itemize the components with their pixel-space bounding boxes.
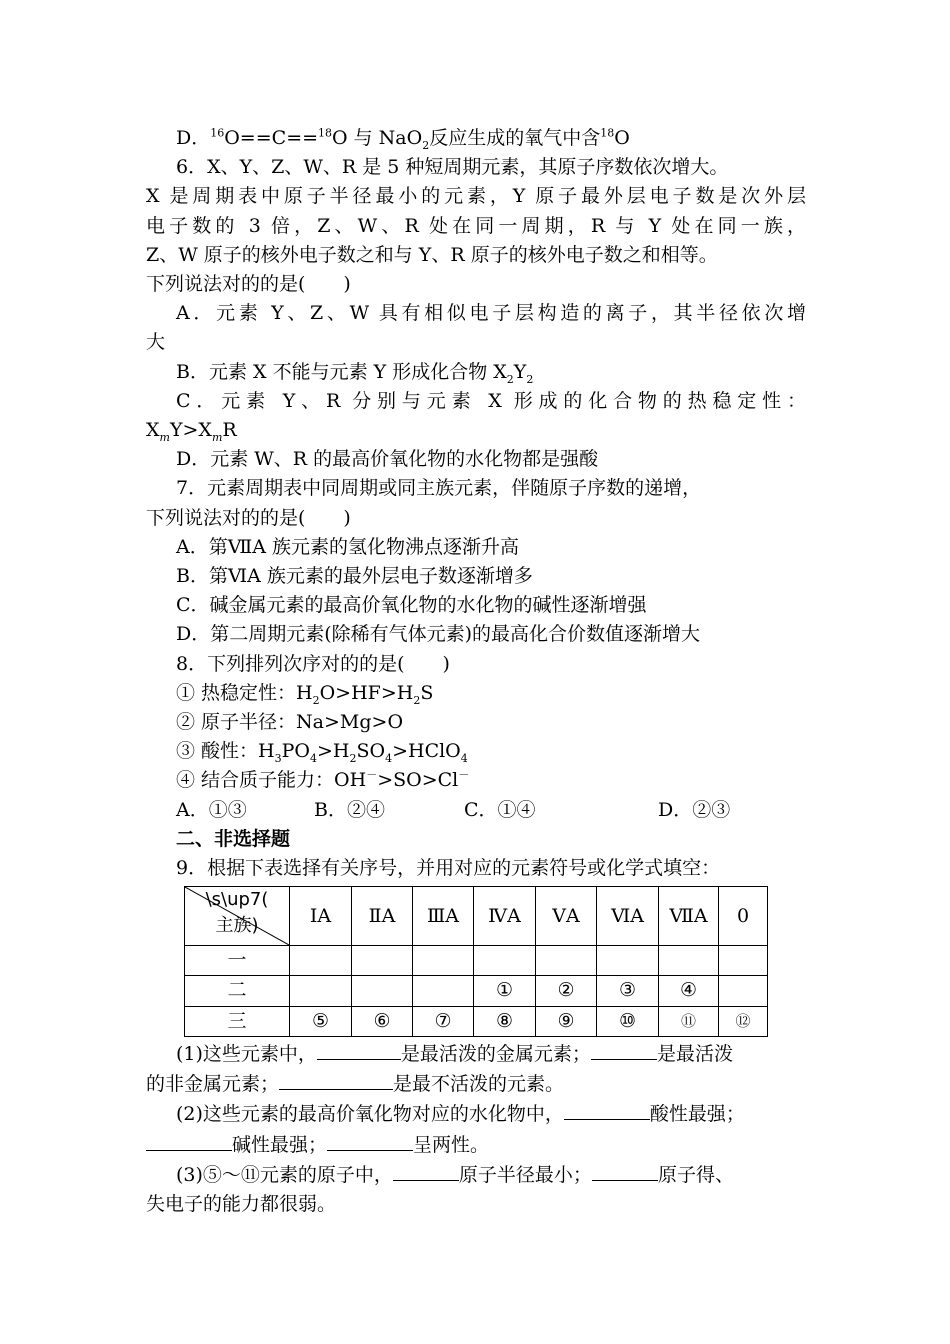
table-cell (352, 976, 413, 1006)
subscript: 3 (274, 752, 282, 766)
q8-option-a: A．①③ (176, 798, 247, 821)
text: B．元素 X 不能与元素 Y 形成化合物 X (176, 360, 507, 383)
subscript: 2 (312, 693, 320, 707)
q5-option-d (146, 124, 806, 153)
periodic-table (184, 886, 768, 1037)
text: O 与 NaO (332, 127, 423, 149)
header-cell: 0 (719, 887, 768, 946)
table-cell: ⑥ (352, 1006, 413, 1036)
table-cell: ⑨ (536, 1006, 597, 1036)
superscript: 16 (210, 126, 225, 140)
superscript: 18 (318, 126, 333, 140)
text: O (614, 127, 630, 149)
answer-blank[interactable] (591, 1039, 657, 1060)
table-cell (536, 946, 597, 976)
table-cell: ① (474, 976, 536, 1006)
table-cell: ③ (597, 976, 659, 1006)
q9-part-2-line-2 (146, 1130, 806, 1160)
corner-label (185, 887, 289, 945)
table-cell: ⑩ (597, 1006, 659, 1036)
q8-item-2: ② 原子半径：Na>Mg>O (176, 711, 404, 734)
superscript: － (458, 769, 470, 783)
q6-option-b (146, 358, 806, 387)
table-row (185, 1006, 768, 1036)
q7-stem-line-1: 7．元素周期表中同周期或同主族元素，伴随原子序数的递增， (176, 477, 702, 500)
text: 碱性最强； (232, 1133, 328, 1156)
subscript: m (159, 430, 170, 444)
table-cell (290, 976, 352, 1006)
text: >HClO (392, 740, 461, 763)
text: Y (513, 360, 527, 383)
q8-options (146, 796, 806, 825)
q9-part-1-line-1 (146, 1039, 806, 1069)
header-cell: ⅥA (597, 887, 659, 946)
q6-option-d: D．元素 W、R 的最高价氧化物的水化物都是强酸 (176, 448, 599, 471)
q7-option-c: C．碱金属元素的最高价氧化物的水化物的碱性逐渐增强 (176, 594, 647, 617)
table-cell: ⑪ (659, 1006, 719, 1036)
section-heading: 二、非选择题 (176, 827, 291, 850)
subscript: 4 (309, 752, 317, 766)
q9-part-3-line-2: 失电子的能力都很弱。 (146, 1192, 337, 1215)
q6-option-a-line-1: A．元素 Y、Z、W 具有相似电子层构造的离子，其半径依次增 (176, 302, 806, 325)
text: O==C== (224, 127, 319, 149)
subscript: 4 (460, 752, 468, 766)
q6-option-c-line-2 (146, 416, 806, 445)
q9-part-2-line-1 (146, 1099, 806, 1129)
text: D． (176, 127, 211, 149)
q8-option-b: B．②④ (314, 798, 385, 821)
text: >H (316, 740, 350, 763)
text: (2)这些元素的最高价氧化物对应的水化物中， (176, 1103, 564, 1126)
text: ① 热稳定性：H (176, 681, 313, 704)
q8-option-c: C．①④ (464, 798, 536, 821)
q6-stem-line-5: 下列说法对的的是( ) (146, 273, 351, 296)
corner-label-line-2: 主族) (215, 915, 259, 937)
q8-option-d: D．②③ (658, 798, 731, 821)
q8-item-3 (146, 737, 806, 766)
header-cell: ⅤA (536, 887, 597, 946)
header-cell: ⅢA (413, 887, 474, 946)
answer-blank[interactable] (393, 1160, 459, 1181)
q6-stem-line-1: 6．X、Y、Z、W、R 是 5 种短周期元素，其原子序数依次增大。 (176, 156, 729, 179)
text: PO (281, 740, 310, 763)
text: 的非金属元素； (146, 1073, 280, 1096)
table-corner-cell (185, 887, 290, 946)
header-cell: ⅠA (290, 887, 352, 946)
q6-stem-line-4: Z、W 原子的核外电子数之和与 Y、R 原子的核外电子数之和相等。 (146, 243, 718, 266)
q7-option-d: D．第二周期元素(除稀有气体元素)的最高化合价数值逐渐增大 (176, 623, 701, 646)
table-cell: ⑦ (413, 1006, 474, 1036)
q9-part-3-line-1 (146, 1160, 806, 1190)
table-cell (352, 946, 413, 976)
table-header-row (185, 887, 768, 946)
table-row (185, 976, 768, 1006)
table-cell (597, 946, 659, 976)
subscript: 2 (526, 372, 534, 386)
table-cell: ⑤ (290, 1006, 352, 1036)
q6-stem-line-2: X 是周期表中原子半径最小的元素，Y 原子最外层电子数是次外层 (146, 185, 806, 208)
subscript: 4 (385, 752, 393, 766)
text: Y>X (169, 419, 212, 442)
table-cell (719, 976, 768, 1006)
q7-option-b: B．第ⅥA 族元素的最外层电子数逐渐增多 (176, 565, 533, 588)
q8-item-1 (146, 679, 806, 708)
text: S (420, 681, 434, 704)
q8-stem: 8．下列排列次序对的的是( ) (176, 652, 450, 675)
answer-blank[interactable] (592, 1160, 658, 1181)
text: 是最活泼 (656, 1042, 733, 1065)
subscript: 2 (413, 693, 421, 707)
document-page (146, 124, 806, 1219)
table-cell: ④ (659, 976, 719, 1006)
table-cell: ⑫ (719, 1006, 768, 1036)
text: 呈两性。 (413, 1133, 490, 1156)
text: 原子半径最小； (458, 1163, 592, 1186)
header-cell: ⅣA (474, 887, 536, 946)
q9-stem: 9．根据下表选择有关序号，并用对应的元素符号或化学式填空： (176, 857, 721, 880)
table-cell (413, 976, 474, 1006)
table-cell (474, 946, 536, 976)
text: ③ 酸性：H (176, 740, 275, 763)
answer-blank[interactable] (327, 1130, 413, 1151)
text: X (146, 419, 160, 442)
text: 是最活泼的金属元素； (400, 1042, 591, 1065)
subscript: 2 (422, 138, 430, 152)
q9-part-1-line-2 (146, 1069, 806, 1099)
q6-option-a-line-2: 大 (146, 331, 166, 354)
q6-stem-line-3: 电子数的 3 倍，Z、W、R 处在同一周期，R 与 Y 处在同一族， (146, 214, 806, 237)
text: 反应生成的氧气中含 (429, 127, 601, 149)
text: SO (356, 740, 386, 763)
subscript: 2 (349, 752, 357, 766)
period-label: 二 (185, 976, 290, 1006)
table-cell (290, 946, 352, 976)
answer-blank[interactable] (146, 1130, 232, 1151)
q8-item-4 (146, 766, 806, 795)
q7-option-a: A．第ⅦA 族元素的氢化物沸点逐渐升高 (176, 535, 520, 558)
answer-blank[interactable] (317, 1039, 401, 1060)
header-cell: ⅦA (659, 887, 719, 946)
text: R (222, 419, 237, 442)
header-cell: ⅡA (352, 887, 413, 946)
table-cell: ⑧ (474, 1006, 536, 1036)
text: >SO>Cl (377, 769, 459, 792)
answer-blank[interactable] (564, 1099, 650, 1120)
table-cell (413, 946, 474, 976)
text: 是最不活泼的元素。 (393, 1073, 565, 1096)
corner-label-line-1: \s\up7( (205, 889, 269, 911)
answer-blank[interactable] (279, 1069, 393, 1090)
period-label: 三 (185, 1006, 290, 1036)
text: ④ 结合质子能力：OH (176, 769, 367, 792)
subscript: m (211, 430, 223, 444)
superscript: 18 (600, 126, 615, 140)
text: O>HF>H (319, 681, 414, 704)
q7-stem-line-2: 下列说法对的的是( ) (146, 506, 351, 529)
text: (3)⑤～⑪元素的原子中， (176, 1163, 393, 1186)
table-cell (659, 946, 719, 976)
text: 酸性最强； (649, 1103, 745, 1126)
superscript: － (366, 769, 378, 783)
table-row (185, 946, 768, 976)
period-label: 一 (185, 946, 290, 976)
table-cell: ② (536, 976, 597, 1006)
text: (1)这些元素中， (176, 1042, 317, 1065)
q6-option-c-line-1: C．元素 Y、R 分别与元素 X 形成的化合物的热稳定性： (176, 389, 806, 412)
subscript: 2 (506, 372, 514, 386)
table-cell (719, 946, 768, 976)
text: 原子得、 (657, 1163, 734, 1186)
